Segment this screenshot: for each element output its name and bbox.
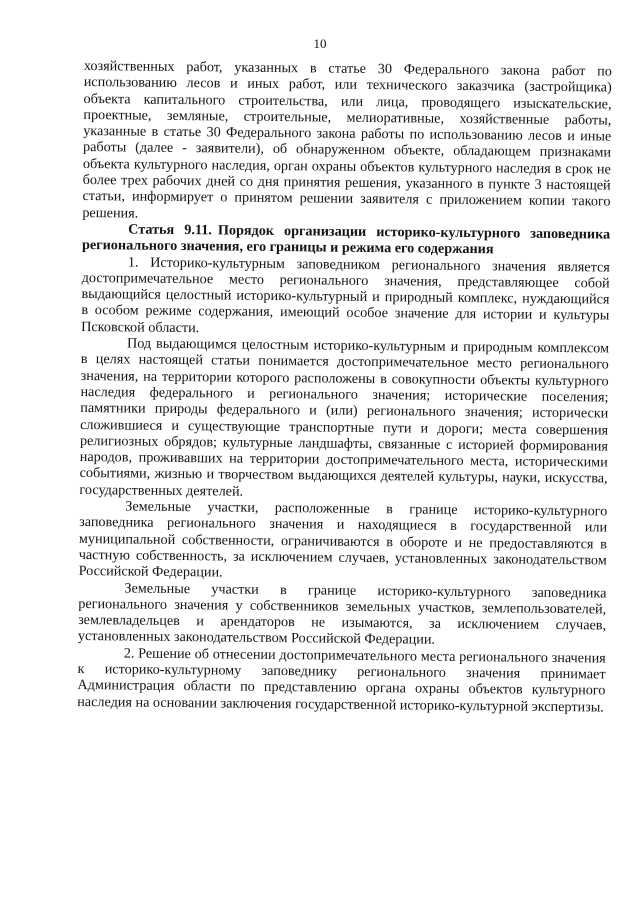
article-heading — [82, 221, 610, 259]
paragraph-complex-definition: Под выдающимся целостным историко-культурным и природным комплексом в целях настоящей статьи понимается достопримечательное место регионального значения, на территории которого расположены в совокупности объекты культурного наследия федерального и регионального значения; исторические поселения; памятники природы федерального и (или) регионального значения; исторически сложившиеся и существующие транспортные пути и дороги; места совершения религиозных обрядов; культурные ландшафты, связанные с историей формирования народов, проживавших на территории достопримечательного места, историческими событиями, жизнью и творчеством выдающихся деятелей культуры, науки, искусства, государственных деятелей. — [79, 335, 610, 500]
article-number: Статья 9.11. — [128, 221, 212, 239]
document-body — [77, 58, 612, 715]
page-number: 10 — [313, 36, 327, 51]
paragraph-clause-1: 1. Историко-культурным заповедником регионального значения является достопримечательное место регионального значения, представляющее собой выдающийся целостный историко-культурный и природный комплекс, нуждающийся в особом режиме содержания, имеющий особое значение для истории и культуры Псковской области. — [81, 254, 610, 336]
paragraph-continuation: хозяйственных работ, указанных в статье 30 Федерального закона работ по использованию лесов и иных работ, или технического заказчика (застройщика) объекта капитального строительства, или лица, проводящего изыскательские, проектные, земляные, строительные, мелиоративные, хозяйственные работы, указанные в статье 30 Федерального закона работы по использованию лесов и иные работы (далее - заявители), об обнаруженном объекте, обладающем признаками объекта культурного наследия, орган охраны объектов культурного наследия в срок не более трех рабочих дней со дня принятия решения, указанного в пункте 3 настоящей статьи, информирует о принятом решении заявителя с приложением копии такого решения. — [82, 58, 612, 222]
article-title: Порядок организации историко-культурного заповедника регионального значения, его границы и режима его содержания — [81, 222, 611, 258]
paragraph-land-state: Земельные участки, расположенные в границе историко-культурного заповедника регионального значения и находящиеся в государственной или муниципальной собственности, ограничиваются в обороте и не предоставляются в частную собственность, за исключением случаев, установленных законодательством Российской Федерации. — [78, 498, 608, 581]
paragraph-land-owners: Земельные участки в границе историко-культурного заповедника регионального значения у собственников земельных участков, землепользователей, землевладельцев и арендаторов не изымаются, за исключением случаев, установленных законодательством Российской Федерации. — [77, 579, 607, 649]
paragraph-clause-2: 2. Решение об отнесении достопримечательного места регионального значения к историко-культурному заповеднику регионального значения принимает Администрация области по представлению органа охраны объектов культурного наследия на основании заключения государственной историко-культурной экспертизы. — [77, 645, 606, 716]
